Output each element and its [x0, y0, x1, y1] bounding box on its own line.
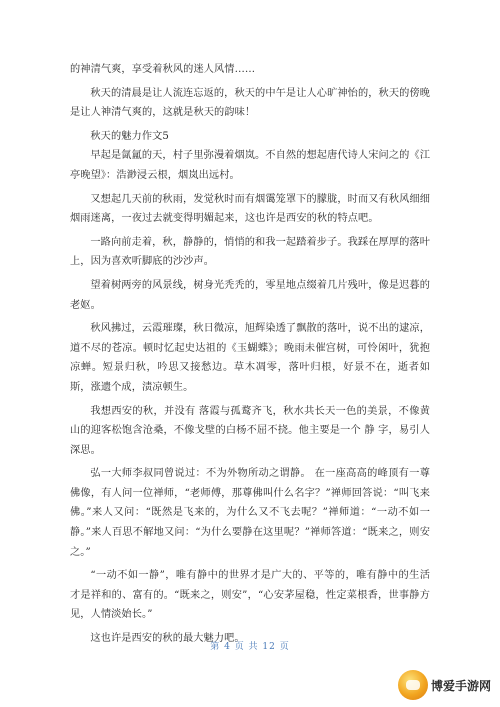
- article-body: [70, 60, 430, 649]
- section-heading: 秋天的魅力作文5: [90, 130, 169, 142]
- site-watermark: [398, 667, 492, 703]
- paragraph: “一动不如一静”，唯有静中的世界才是广大的、平等的，唯有静中的生活才是祥和的、富有的。“既来之，则安”，“心安茅屋稳，性定菜根香，世事静方见，人情淡始长。”: [70, 570, 430, 621]
- paragraph: 望着树两旁的风景线，树身光秃秃的，零星地点缀着几片残叶，像是迟暮的老妪。: [70, 279, 430, 311]
- paragraph: 的神清气爽，享受着秋风的迷人风情……: [70, 64, 256, 75]
- page-number: 第 4 页 共 12 页: [210, 642, 290, 652]
- gamepad-logo-icon: [398, 670, 428, 700]
- paragraph: 一路向前走着，秋，静静的，悄悄的和我一起踏着步子。我踩在厚厚的落叶上，因为喜欢听脚底的沙沙声。: [70, 236, 430, 268]
- watermark-text: 博爱手游网: [431, 678, 492, 693]
- paragraph: 弘一大师李叔同曾说过：不为外物所动之谓静。 在一座高高的峰顶有一尊佛像，有人问一位禅师，“老师傅，那尊佛叫什么名字？”禅师回答说：“叫飞来佛。”来人又问：“既然是飞来的，为什么又不飞去呢？”禅师道：“一动不如一静。”来人百思不解地又问：“为什么要静在这里呢？”禅师答道：“既来之，则安之。”: [70, 468, 430, 558]
- paragraph: 秋天的清晨是让人流连忘返的，秋天的中午是让人心旷神怡的，秋天的傍晚是让人神清气爽的，这就是秋天的韵味！: [70, 87, 430, 119]
- paragraph: 这也许是西安的秋的最大魅力吧。: [90, 633, 245, 645]
- paragraph: 早起是氤氲的天，村子里弥漫着烟岚。不自然的想起唐代诗人宋问之的《江亭晚望》：浩渺浸云根，烟岚出远村。: [70, 150, 430, 181]
- paragraph: 又想起几天前的秋雨，发觉秋时而有烟霭笼罩下的朦胧，时而又有秋风细细烟雨迷离，一夜过去就变得明媚起来，这也许是西安的秋的特点吧。: [70, 193, 430, 225]
- paragraph: 我想西安的秋，并没有 落霞与孤鹜齐飞，秋水共长天一色的美景，不像黄山的迎客松饱含沧桑，不像戈壁的白杨不屈不挠。他主要是一个 静 字，易引人深思。: [70, 405, 430, 456]
- paragraph: 秋风拂过，云霞璀璨，秋日微凉，旭辉染透了飘散的落叶，说不出的逮凉，道不尽的苍凉。顿时忆起史达祖的《玉蝴蝶》；晚雨未催宫树，可怜闲叶，犹抱凉蝉。短景归秋，吟思又接愁边。草木凋零，落叶归根，好景不在，逝者如斯，涨遗个成，渍凉顿生。: [70, 323, 430, 393]
